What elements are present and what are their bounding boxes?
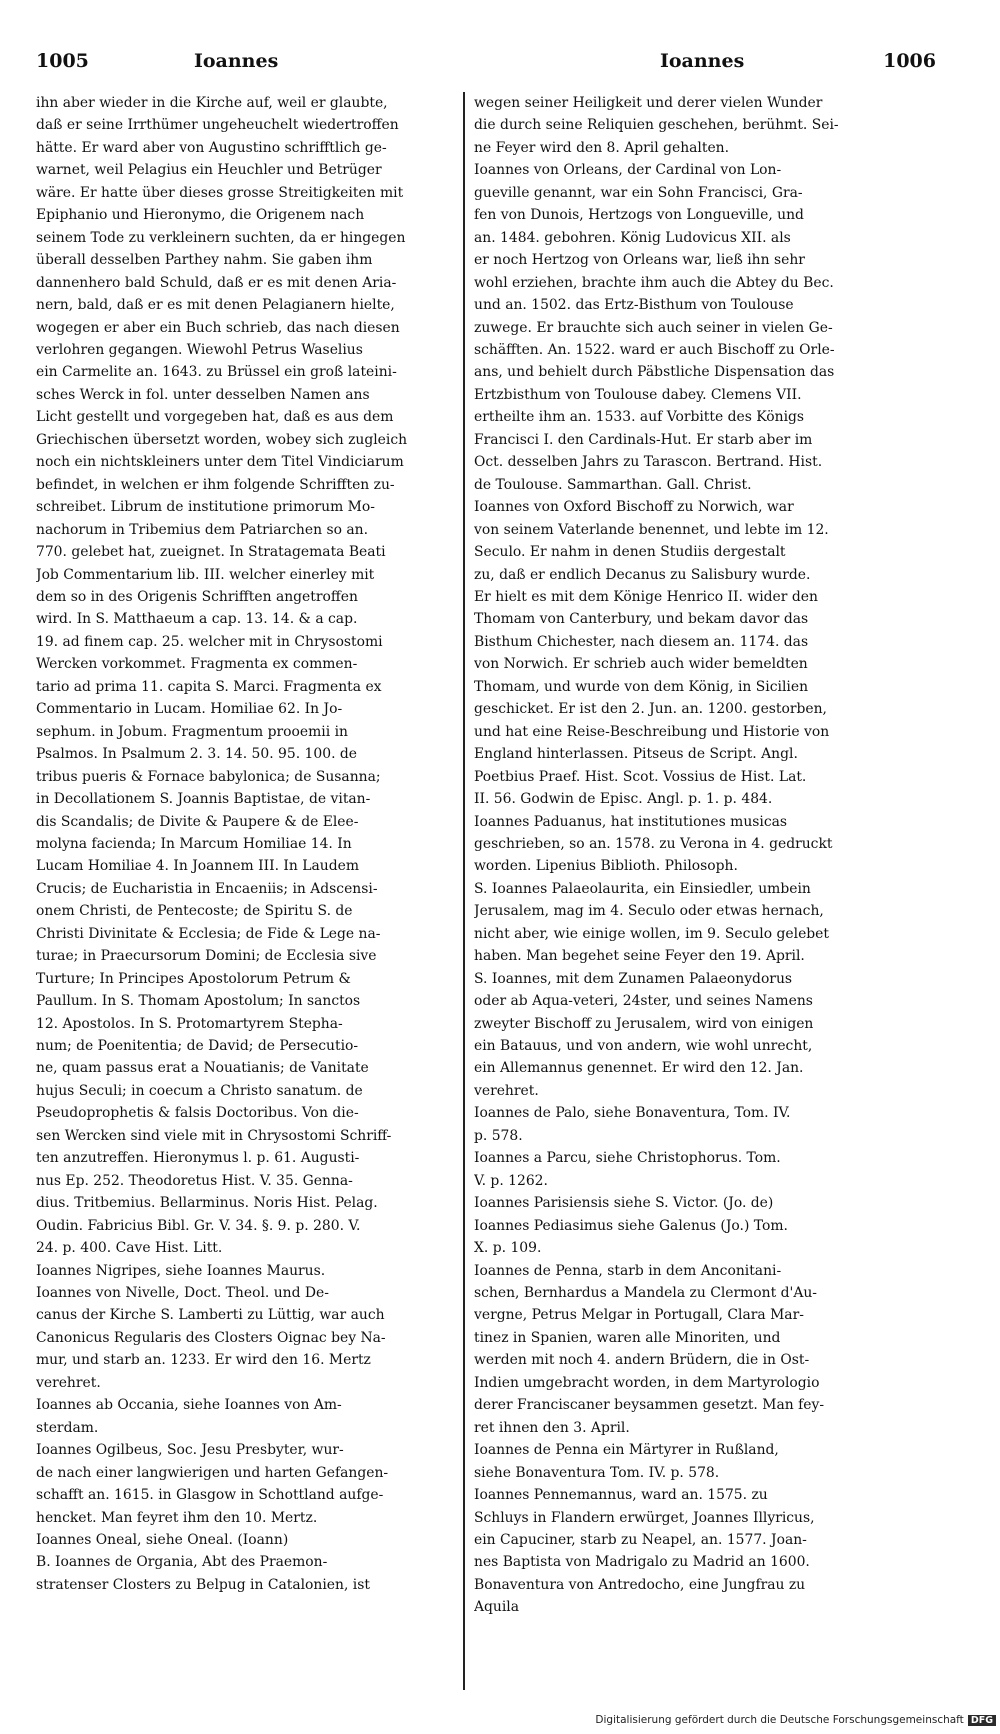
running-title-left: Ioannes [194,50,279,72]
text-line: ein Carmelite an. 1643. zu Brüssel ein groß lateini- [36,364,397,381]
text-line: Ioannes Oneal, siehe Oneal. (Ioann) [36,1532,289,1548]
text-line: wohl erziehen, brachte ihm auch die Abtey du Bec. [474,274,834,291]
text-line: sches Werck in fol. unter desselben Namen ans [36,386,370,403]
text-line: schreibet. Librum de institutione primorum Mo- [36,499,375,516]
text-line: verlohren gegangen. Wiewohl Petrus Waselius [36,341,363,358]
text-line: Schluys in Flandern erwürget, Joannes Illyricus, [474,1509,815,1526]
page-number-left: 1005 [36,50,89,72]
text-line: ret ihnen den 3. April. [474,1419,630,1436]
text-line: und an. 1502. das Ertz-Bisthum von Toulouse [474,297,794,314]
running-title-right: Ioannes [660,50,745,72]
text-line: num; de Poenitentia; de David; de Persecutio- [36,1038,359,1055]
text-line: Oudin. Fabricius Bibl. Gr. V. 34. §. 9. p. 280. V. [36,1217,361,1234]
text-line: Ioannes von Orleans, der Cardinal von Lon- [474,162,782,179]
text-line: von seinem Vaterlande benennet, und lebte im 12. [474,521,829,538]
text-line: 24. p. 400. Cave Hist. Litt. [36,1240,223,1257]
text-line: Ioannes de Palo, siehe Bonaventura, Tom. IV. [474,1105,791,1122]
text-line: Ioannes Pennemannus, ward an. 1575. zu [474,1487,768,1504]
column-divider [463,92,465,1690]
text-line: II. 56. Godwin de Episc. Angl. p. 1. p. 484. [474,791,773,808]
text-line: dem so in des Origenis Schrifften angetroffen [36,588,358,605]
text-line: Lucam Homiliae 4. In Joannem III. In Laudem [36,858,360,875]
text-line: vergne, Petrus Melgar in Portugall, Clara Mar- [474,1307,804,1324]
text-line: Francisci I. den Cardinals-Hut. Er starb aber im [474,431,813,448]
text-line: zu, daß er endlich Decanus zu Salisbury wurde. [474,566,811,583]
text-line: Bonaventura von Antredocho, eine Jungfrau zu [474,1576,806,1593]
text-line: Ioannes von Nivelle, Doct. Theol. und De- [36,1285,329,1302]
text-line: Ertzbisthum von Toulouse dabey. Clemens VII. [474,386,802,403]
text-line: zuwege. Er brauchte sich auch seiner in vielen Ge- [474,319,833,336]
text-line: schäfften. An. 1522. ward er auch Bischoff zu Orle- [474,341,835,358]
page-footer [595,1714,996,1726]
text-line: hujus Seculi; in coecum a Christo sanatum. de [36,1082,363,1099]
text-line: Ioannes ab Occania, siehe Ioannes von Am- [36,1397,342,1414]
text-line: an. 1484. gebohren. König Ludovicus XII. als [474,229,791,246]
text-line: Bisthum Chichester, nach diesem an. 1174. das [474,633,809,650]
text-line: ertheilte ihm an. 1533. auf Vorbitte des Königs [474,409,805,426]
text-line: turae; in Praecursorum Domini; de Ecclesia sive [36,948,377,965]
text-line: wogegen er aber ein Buch schrieb, das nach diesen [36,319,400,336]
text-line: Aquila [474,1599,520,1616]
text-line: nicht aber, wie einige wollen, im 9. Seculo gelebet [474,925,829,942]
text-line: S. Ioannes Palaeolaurita, ein Einsiedler, umbein [474,880,811,897]
text-line: von Norwich. Er schrieb auch wider bemeldten [474,656,808,673]
text-line: ten anzutreffen. Hieronymus l. p. 61. Augusti- [36,1150,360,1167]
text-line: de Toulouse. Sammarthan. Gall. Christ. [474,476,752,493]
text-line: wird. In S. Matthaeum a cap. 13. 14. & a cap. [36,611,358,628]
text-line: hätte. Er ward aber von Augustino schrifftlich ge- [36,139,387,156]
text-line: warnet, weil Pelagius ein Heuchler und Betrüger [36,162,382,179]
text-line: Turture; In Principes Apostolorum Petrum & [36,970,351,987]
text-line: überall desselben Parthey nahm. Sie gaben ihm [36,252,373,269]
text-line: Ioannes Pediasimus siehe Galenus (Jo.) Tom. [474,1217,788,1234]
text-line: geschicket. Er ist den 2. Jun. an. 1200. gestorben, [474,701,827,718]
text-line: Psalmos. In Psalmum 2. 3. 14. 50. 95. 100. de [36,746,358,763]
page-header [36,50,936,80]
text-line: p. 578. [474,1127,523,1144]
text-line: die durch seine Reliquien geschehen, berühmt. Sei- [474,117,839,134]
text-line: Poetbius Praef. Hist. Scot. Vossius de Hist. Lat. [474,768,807,785]
footer-credit: Digitalisierung gefördert durch die Deutsche Forschungsgemeinschaft [595,1714,964,1726]
text-line: dius. Tritbemius. Bellarminus. Noris Hist. Pelag. [36,1195,378,1212]
text-line: geschrieben, so an. 1578. zu Verona in 4. gedruckt [474,835,833,852]
text-line: dis Scandalis; de Divite & Paupere & de Elee- [36,813,359,830]
text-line: nachorum in Tribemius dem Patriarchen so an. [36,521,369,538]
text-line: nus Ep. 252. Theodoretus Hist. V. 35. Genna- [36,1172,353,1189]
text-line: Crucis; de Eucharistia in Encaeniis; in Adscensi- [36,880,378,897]
text-line: seinem Tode zu verkleinern suchten, da er hingegen [36,229,406,246]
text-line: hencket. Man feyret ihm den 10. Mertz. [36,1509,318,1526]
text-line: verehret. [36,1374,101,1391]
text-line: Ioannes de Penna, starb in dem Anconitani- [474,1262,782,1279]
text-line: Licht gestellt und vorgegeben hat, daß es aus dem [36,409,394,426]
text-line: 12. Apostolos. In S. Protomartyrem Stepha- [36,1015,343,1032]
text-line: schen, Bernhardus a Mandela zu Clermont d'Au- [474,1285,817,1302]
text-line: onem Christi, de Pentecoste; de Spiritu S. de [36,903,353,920]
text-line: de nach einer langwierigen und harten Gefangen- [36,1464,389,1481]
right-column [474,92,926,1619]
left-column [36,92,454,1596]
page-number-right: 1006 [883,50,936,72]
text-line: Ioannes a Parcu, siehe Christophorus. Tom. [474,1150,781,1167]
text-line: Ioannes Ogilbeus, Soc. Jesu Presbyter, wur- [36,1442,344,1459]
text-line: tribus pueris & Fornace babylonica; de Susanna; [36,768,381,785]
text-line: nes Baptista von Madrigalo zu Madrid an 1600. [474,1554,810,1571]
text-line: siehe Bonaventura Tom. IV. p. 578. [474,1464,720,1481]
text-line: 19. ad finem cap. 25. welcher mit in Chrysostomi [36,633,383,650]
text-line: Er hielt es mit dem Könige Henrico II. wider den [474,588,818,605]
text-line: Paullum. In S. Thomam Apostolum; In sanctos [36,993,361,1010]
text-line: Oct. desselben Jahrs zu Tarascon. Bertrand. Hist. [474,454,823,471]
text-line: Job Commentarium lib. III. welcher einerley mit [36,566,375,583]
text-line: tario ad prima 11. capita S. Marci. Fragmenta ex [36,678,382,695]
text-line: oder ab Aqua-veteri, 24ster, und seines Namens [474,993,813,1010]
text-line: Canonicus Regularis des Closters Oignac bey Na- [36,1329,386,1346]
dfg-badge: DFG [968,1715,996,1726]
text-line: und hat eine Reise-Beschreibung und Historie von [474,723,830,740]
text-line: Ioannes von Oxford Bischoff zu Norwich, war [474,499,794,516]
text-line: S. Ioannes, mit dem Zunamen Palaeonydorus [474,970,793,987]
text-line: Seculo. Er nahm in denen Studiis dergestalt [474,544,786,561]
text-line: molyna facienda; In Marcum Homiliae 14. In [36,835,352,852]
text-line: wegen seiner Heiligkeit und derer vielen Wunder [474,95,823,111]
text-line: sterdam. [36,1419,99,1436]
text-line: in Decollationem S. Joannis Baptistae, de vitan- [36,791,371,808]
text-line: Ioannes Paduanus, hat institutiones musicas [474,813,788,830]
text-line: tinez in Spanien, waren alle Minoriten, und [474,1329,781,1346]
text-line: canus der Kirche S. Lamberti zu Lüttig, war auch [36,1307,385,1324]
text-line: sen Wercken sind viele mit in Chrysostomi Schriff- [36,1127,392,1144]
text-line: Indien umgebracht worden, in dem Martyrologio [474,1374,820,1391]
text-line: er noch Hertzog von Orleans war, ließ ihn sehr [474,252,805,269]
text-line: Commentario in Lucam. Homiliae 62. In Jo- [36,701,343,718]
text-line: ein Capuciner, starb zu Neapel, an. 1577. Joan- [474,1532,807,1548]
text-line: ans, und behielt durch Päbstliche Dispensation das [474,364,835,381]
text-line: Ioannes Parisiensis siehe S. Victor. (Jo. de) [474,1195,774,1212]
text-line: Griechischen übersetzt worden, wobey sich zugleich [36,431,408,448]
text-line: ne, quam passus erat a Nouatianis; de Vanitate [36,1060,369,1077]
text-line: zweyter Bischoff zu Jerusalem, wird von einigen [474,1015,814,1032]
text-line: gueville genannt, war ein Sohn Francisci, Gra- [474,184,803,201]
text-line: V. p. 1262. [474,1172,548,1189]
text-line: dannenhero bald Schuld, daß er es mit denen Aria- [36,274,397,291]
text-line: fen von Dunois, Hertzogs von Longueville, und [474,207,804,224]
text-line: Thomam, und wurde von dem König, in Sicilien [474,678,809,695]
text-line: stratenser Closters zu Belpug in Catalonien, ist [36,1576,370,1593]
text-line: ne Feyer wird den 8. April gehalten. [474,139,730,156]
text-line: haben. Man begehet seine Feyer den 19. April. [474,948,805,965]
text-line: werden mit noch 4. andern Brüdern, die in Ost- [474,1352,810,1369]
text-line: X. p. 109. [474,1240,542,1257]
text-line: Jerusalem, mag im 4. Seculo oder etwas hernach, [474,903,824,920]
text-line: Christi Divinitate & Ecclesia; de Fide & Lege na- [36,925,381,942]
text-line: Ioannes Nigripes, siehe Ioannes Maurus. [36,1262,326,1279]
text-line: sephum. in Jobum. Fragmentum prooemii in [36,723,348,740]
text-line: 770. gelebet hat, zueignet. In Stratagemata Beati [36,544,386,561]
text-line: England hinterlassen. Pitseus de Script. Angl. [474,746,798,763]
text-line: derer Franciscaner beysammen gesetzt. Man fey- [474,1397,825,1414]
text-line: wäre. Er hatte über dieses grosse Streitigkeiten mit [36,184,404,201]
text-line: Epiphanio und Hieronymo, die Origenem nach [36,207,365,224]
text-line: daß er seine Irrthümer ungeheuchelt wiedertroffen [36,117,399,134]
text-line: B. Ioannes de Organia, Abt des Praemon- [36,1554,328,1571]
text-line: mur, und starb an. 1233. Er wird den 16. Mertz [36,1352,371,1369]
text-line: befindet, in welchen er ihm folgende Schrifften zu- [36,476,395,493]
text-line: Ioannes de Penna ein Märtyrer in Rußland, [474,1442,779,1459]
text-line: nern, bald, daß er es mit denen Pelagianern hielte, [36,297,395,314]
text-line: schafft an. 1615. in Glasgow in Schottland aufge- [36,1487,384,1504]
text-line: Pseudoprophetis & falsis Doctoribus. Von die- [36,1105,359,1122]
text-line: worden. Lipenius Biblioth. Philosoph. [474,858,738,875]
text-line: Wercken vorkommet. Fragmenta ex commen- [36,656,358,673]
text-line: noch ein nichtskleiners unter dem Titel Vindiciarum [36,454,404,471]
text-line: ein Batauus, und von andern, wie wohl unrecht, [474,1038,813,1055]
text-line: ein Allemannus genennet. Er wird den 12. Jan. [474,1060,804,1077]
text-line: verehret. [474,1082,539,1099]
text-line: ihn aber wieder in die Kirche auf, weil er glaubte, [36,95,388,111]
text-line: Thomam von Canterbury, und bekam davor das [474,611,809,628]
